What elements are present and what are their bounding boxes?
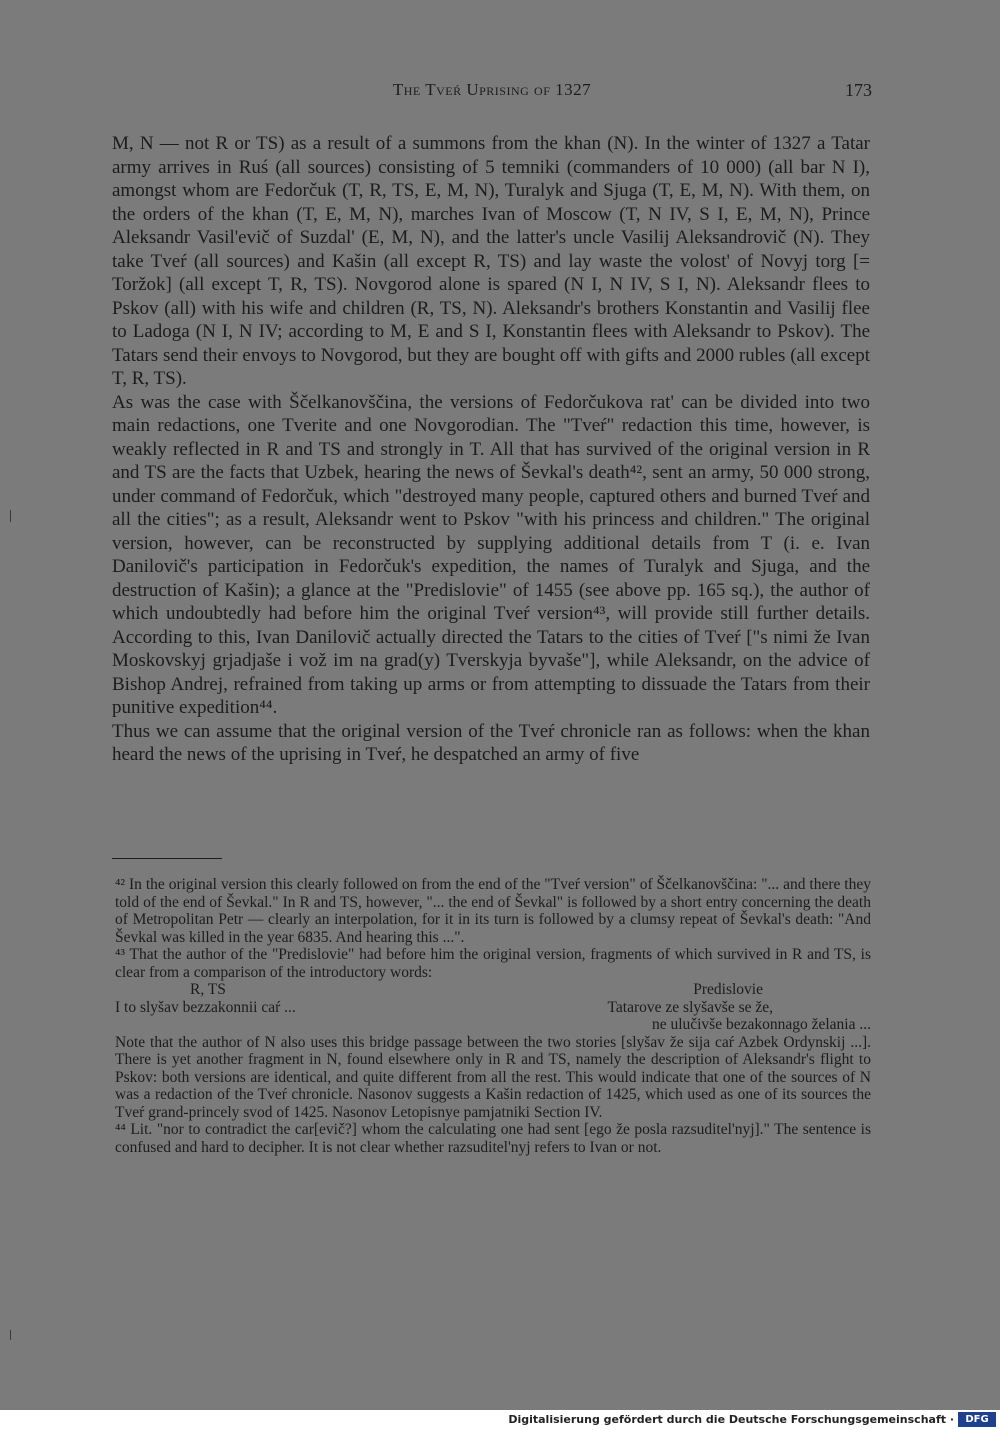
paragraph-1: M, N — not R or TS) as a result of a summons from the khan (N). In the winter of 1327 a Tatar army arrives in Ruś (all sources) consisting of 5 temniki (commanders of 10 000) (all bar N I), amongst whom are Fedorčuk (T, R, TS, E, M, N), Turalyk and Sjuga (T, E, M, N). With them, on the orders of the khan (T, E, M, N), marches Ivan of Moscow (T, N IV, S I, E, M, N), Prince Aleksandr Vasil'evič of Suzdal' (E, M, N), and the latter's uncle Vasilij Aleksandrovič (N). They take Tveŕ (all sources) and Kašin (all except R, TS) and lay waste the volost' of Novyj torg [= Toržok] (all except T, R, TS). Novgorod alone is spared (N I, N IV, S I, N). Aleksandr flees to Pskov (all) with his wife and children (R, TS, N). Aleksandr's brothers Konstantin and Vasilij flee to Ladoga (N I, N IV; according to M, E and S I, Konstantin flees with Aleksandr to Pskov). The Tatars send their envoys to Novgorod, but they are bought off with gifts and 2000 rubles (all except T, R, TS). [112, 133, 870, 389]
paragraph-2: As was the case with Ščelkanovščina, the versions of Fedorčukova rat' can be divided into two main redactions, one Tverite and one Novgorodian. The "Tveŕ" redaction this time, however, is weakly reflected in R and TS and strongly in T. All that has survived of the original version in R and TS are the facts that Uzbek, hearing the news of Ševkal's death⁴², sent an army, 50 000 strong, under command of Fedorčuk, which "destroyed many people, captured others and burned Tveŕ and all the cities"; as a result, Aleksandr went to Pskov "with his princess and children." The original version, however, can be reconstructed by supplying additional details from T (i. e. Ivan Danilovič's participation in Fedorčuk's expedition, the names of Turalyk and Sjuga, and the destruction of Kašin); a glance at the "Predislovie" of 1455 (see above pp. 165 sq.), the author of which undoubtedly had before him the original Tveŕ version⁴³, will provide still further details. According to this, Ivan Danilovič actually directed the Tatars to the cities of Tveŕ ["s nimi že Ivan Moskovskyj grjadjaše i vož im na grad(y) Tverskyja byvaše"], while Aleksandr, on the advice of Bishop Andrej, refrained from taking up arms or from attempting to dissuade the Tatars from their punitive expedition⁴⁴. [112, 391, 870, 718]
main-text [112, 132, 870, 767]
comparison-left-heading: R, TS [190, 981, 226, 998]
digitization-footer [0, 1410, 1000, 1430]
paragraph-3: Thus we can assume that the original version of the Tveŕ chronicle ran as follows: when the khan heard the news of the uprising in Tveŕ, he despatched an army of five [112, 720, 870, 765]
footnote-42: ⁴² In the original version this clearly followed on from the end of the "Tveŕ version" of Ščelkanovščina: "... and there they told of the end of Ševkal." In R and TS, however, "... the end of Ševkal" is followed by a short entry concerning the death of Metropolitan Petr — clearly an interpolation, for it in its turn is followed by a clumsy repeat of Ševkal's death: "And Ševkal was killed in the year 6835. And hearing this ...". [115, 876, 871, 946]
dfg-logo-icon: DFG [958, 1412, 996, 1427]
margin-mark [10, 510, 11, 522]
page-number: 173 [845, 80, 872, 100]
footnote-separator [112, 858, 222, 859]
comparison-right-line-2: ne ulučivše bezakonnago želania ... [651, 1016, 871, 1033]
comparison-left-text: I to slyšav bezzakonnii caŕ ... [115, 998, 296, 1016]
footnote-44: ⁴⁴ Lit. "nor to contradict the car[evič?] whom the calculating one had sent [ego že posla razsuditel'nyj]." The sentence is confused and hard to decipher. It is not clear whether razsuditel'nyj refers to Ivan or not. [115, 1121, 871, 1156]
comparison-header [115, 981, 871, 999]
footnote-43-rest: Note that the author of N also uses this bridge passage between the two stories [slyšav že sija caŕ Azbek Ordynskij ...]. There is yet another fragment in N, found elsewhere only in R and TS, namely the description of Aleksandr's flight to Pskov: both versions are identical, and quite different from all the rest. This would indicate that one of the sources of N was a redaction of the Tveŕ chronicle. Nasonov suggests a Kašin redaction of 1425, which used as one of its sources the Tveŕ grand-princely svod of 1425. Nasonov Letopisnye pamjatniki Section IV. [115, 1033, 871, 1121]
page-header [112, 80, 872, 106]
footnote-43-intro: ⁴³ That the author of the "Predislovie" had before him the original version, fragments of which survived in R and TS, is clear from a comparison of the introductory words: [115, 946, 871, 981]
footnotes [115, 876, 871, 1156]
comparison-right-heading: Predislovie [693, 981, 763, 998]
comparison-row [115, 999, 871, 1017]
running-title: The Tveŕ Uprising of 1327 [392, 80, 592, 99]
footer-credit-text: Digitalisierung gefördert durch die Deutsche Forschungsgemeinschaft · [508, 1413, 954, 1426]
margin-mark [10, 1330, 11, 1340]
comparison-right-text-1: Tatarove ze slyšavše se že, [607, 998, 773, 1016]
